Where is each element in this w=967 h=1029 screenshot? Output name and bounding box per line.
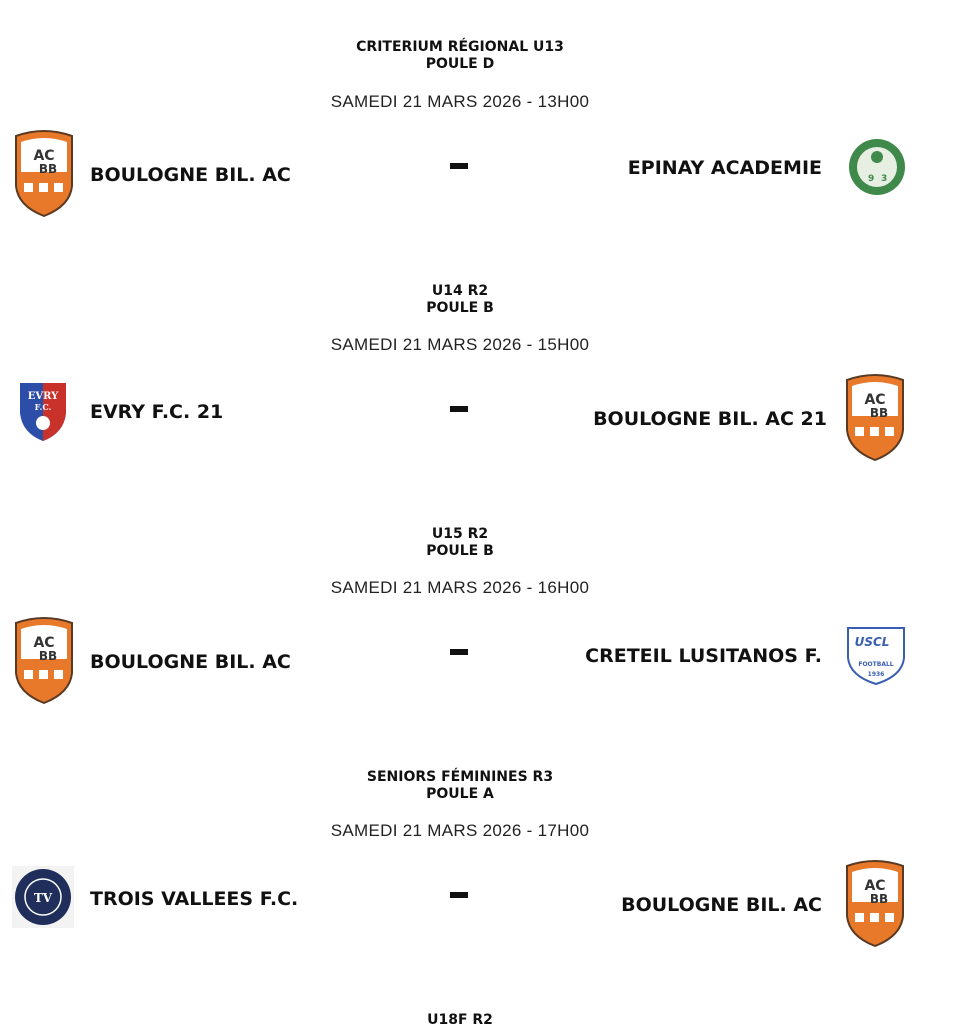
home-team-name[interactable]: BOULOGNE BIL. AC [90, 651, 291, 673]
away-team-name[interactable]: BOULOGNE BIL. AC [621, 894, 822, 916]
svg-text:9: 9 [868, 174, 875, 184]
uscl-crest-icon [844, 624, 908, 686]
match-datetime: SAMEDI 21 MARS 2026 - 17H00 [330, 821, 590, 840]
acbb-crest-icon [12, 128, 76, 218]
versus-dash [450, 163, 468, 169]
svg-text:TV: TV [33, 891, 53, 905]
svg-text:AC: AC [864, 878, 886, 894]
home-team-name[interactable]: EVRY F.C. 21 [90, 401, 224, 423]
versus-dash [450, 649, 468, 655]
acbb-crest-icon [843, 372, 907, 462]
svg-text:1936: 1936 [867, 671, 885, 678]
away-team-name[interactable]: BOULOGNE BIL. AC 21 [593, 408, 827, 430]
svg-text:F.C.: F.C. [34, 402, 52, 412]
match-datetime: SAMEDI 21 MARS 2026 - 15H00 [330, 335, 590, 354]
home-team-name[interactable]: BOULOGNE BIL. AC [90, 164, 291, 186]
away-team-name[interactable]: CRETEIL LUSITANOS F. [585, 645, 822, 667]
competition-title: U14 R2 POULE B [426, 283, 494, 316]
away-team-name[interactable]: EPINAY ACADEMIE [627, 157, 822, 179]
evry-crest-icon [18, 379, 68, 443]
home-team-name[interactable]: TROIS VALLEES F.C. [90, 888, 299, 910]
versus-dash [450, 892, 468, 898]
versus-dash [450, 406, 468, 412]
svg-text:BB: BB [38, 162, 58, 176]
svg-text:3: 3 [881, 174, 888, 184]
acbb-crest-icon [12, 615, 76, 705]
match-datetime: SAMEDI 21 MARS 2026 - 13H00 [330, 92, 590, 111]
svg-text:BB: BB [869, 406, 889, 420]
svg-text:EVRY: EVRY [27, 391, 59, 402]
svg-text:FOOTBALL: FOOTBALL [858, 661, 894, 668]
competition-title: CRITERIUM RÉGIONAL U13 POULE D [356, 39, 564, 72]
svg-text:USCL: USCL [854, 635, 890, 649]
competition-title: U18F R2 [427, 1012, 493, 1028]
trois-vallees-crest-icon [12, 866, 74, 928]
epinay-crest-icon [846, 137, 908, 197]
svg-text:AC: AC [33, 148, 55, 164]
match-datetime: SAMEDI 21 MARS 2026 - 16H00 [330, 578, 590, 597]
competition-title: U15 R2 POULE B [426, 526, 494, 559]
svg-text:BB: BB [38, 649, 58, 663]
competition-title: SENIORS FÉMININES R3 POULE A [366, 769, 554, 802]
svg-text:BB: BB [869, 892, 889, 906]
svg-text:AC: AC [33, 635, 55, 651]
svg-text:AC: AC [864, 392, 886, 408]
acbb-crest-icon [843, 858, 907, 948]
